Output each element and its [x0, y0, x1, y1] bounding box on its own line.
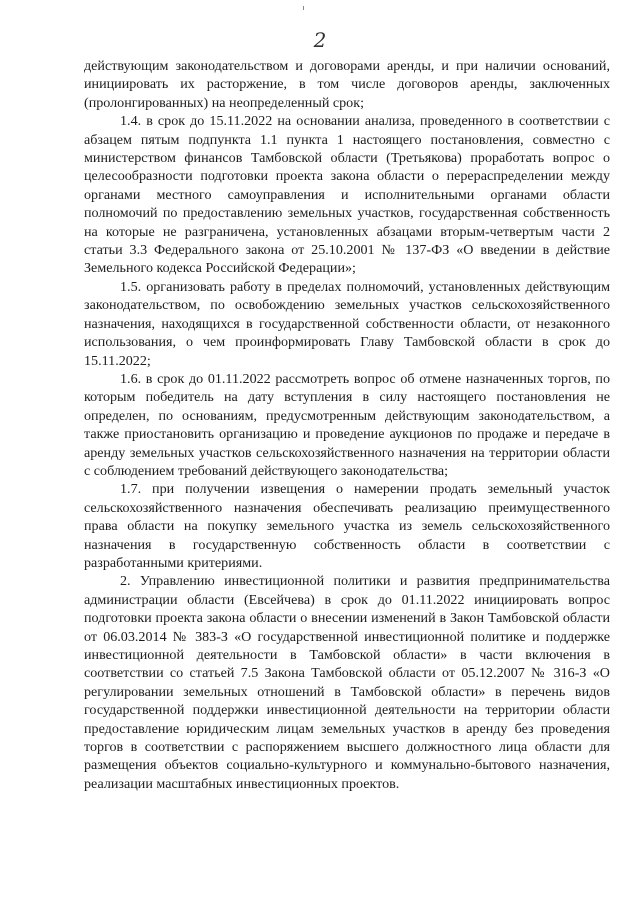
- paragraph-2: 2. Управлению инвестиционной политики и развития предпринимательства администрации области (Евсейчева) в срок до 01.11.2022 инициировать вопрос подготовки проекта закона области о внесении изменений в Закон Тамбовской области от 06.03.2014 № 383-З «О государственной инвестиционной политике и поддержке инвестиционной деятельности в Тамбовской области» в части включения в соответствии со статьей 7.5 Закона Тамбовской области от 05.12.2007 № 316-З «О регулировании земельных отношений в Тамбовской области» в перечень видов государственной поддержки инвестиционной деятельности на территории области предоставление юридическим лицам земельных участков в аренду без проведения торгов в соответствии с распоряжением высшего должностного лица области для размещения объектов социально-культурного и коммунально-бытового назначения, реализации масштабных инвестиционных проектов.: [84, 573, 610, 792]
- scan-mark: [303, 6, 304, 10]
- paragraph-1-7: 1.7. при получении извещения о намерении продать земельный участок сельскохозяйственного назначения обеспечивать реализацию преимущественного права области на покупку земельного участка из земель сельскохозяйственного назначения в государственную собственность области в соответствии с разработанными критериями.: [84, 481, 610, 571]
- paragraph-1-4: 1.4. в срок до 15.11.2022 на основании анализа, проведенного в соответствии с абзацем пятым подпункта 1.1 пункта 1 настоящего постановления, совместно с министерством финансов Тамбовской области (Третьякова) проработать вопрос о целесообразности подготовки проекта закона области о перераспределении между органами местного самоуправления и исполнительными органами области полномочий по предоставлению земельных участков, государственная собственность на которые не разграничена, установленных абзацами вторым-четвертым части 2 статьи 3.3 Федерального закона от 25.10.2001 № 137-ФЗ «О введении в действие Земельного кодекса Российской Федерации»;: [84, 113, 610, 277]
- page-number: 2: [313, 28, 327, 52]
- document-body: [84, 57, 610, 793]
- paragraph-continuation: действующим законодательством и договорами аренды, и при наличии оснований, инициировать их расторжение, в том числе договоров аренды, заключенных (пролонгированных) на неопределенный срок;: [84, 58, 610, 111]
- paragraph-1-5: 1.5. организовать работу в пределах полномочий, установленных действующим законодательством, по освобождению земельных участков сельскохозяйственного назначения, находящихся в государственной собственности области, от незаконного использования, о чем проинформировать Главу Тамбовской области в срок до 15.11.2022;: [84, 278, 610, 369]
- paragraph-1-6: 1.6. в срок до 01.11.2022 рассмотреть вопрос об отмене назначенных торгов, по которым победитель на дату вступления в силу настоящего постановления не определен, по основаниям, предусмотренным действующим законодательством, а также приостановить организацию и проведение аукционов по продаже и передаче в аренду земельных участков сельскохозяйственного назначения на территории области с соблюдением требований действующего законодательства;: [84, 370, 610, 479]
